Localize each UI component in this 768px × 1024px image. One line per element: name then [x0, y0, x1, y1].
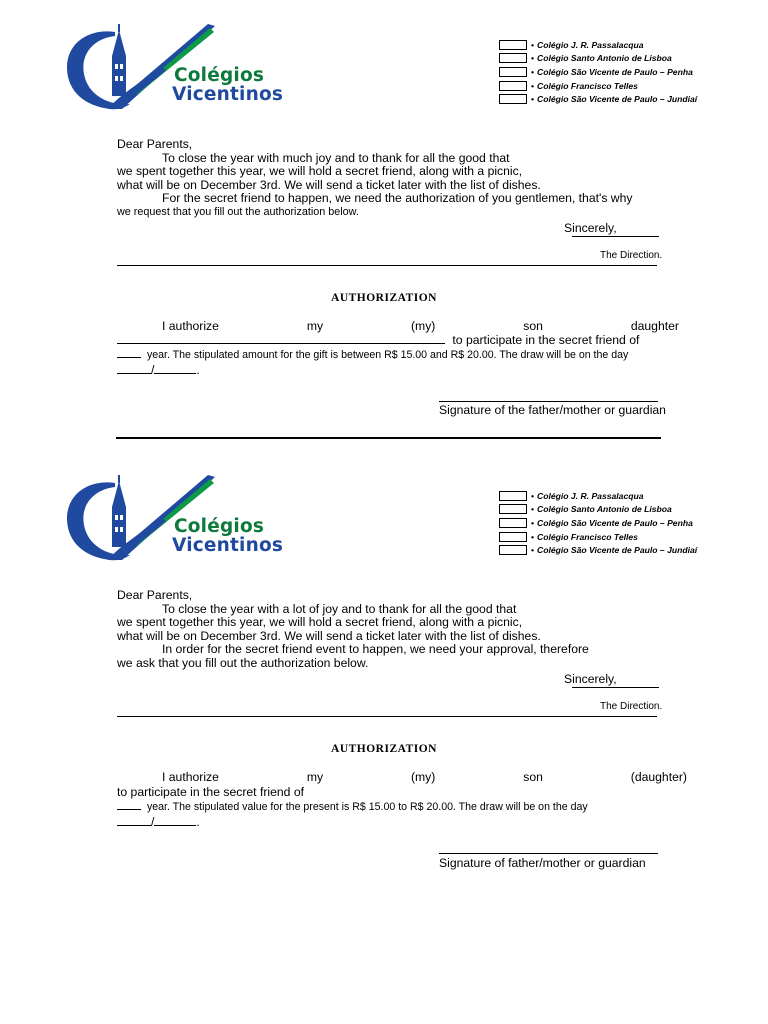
bullet: •: [531, 94, 535, 105]
paragraph-line: In order for the secret friend event to happen, we need your approval, therefore: [162, 642, 589, 657]
authorization-title: AUTHORIZATION: [331, 743, 437, 755]
school-checkbox[interactable]: [499, 81, 527, 91]
auth-word: son: [523, 770, 543, 784]
auth-word: my: [306, 770, 324, 784]
school-option[interactable]: [499, 52, 759, 66]
school-checkbox[interactable]: [499, 53, 527, 63]
direction-signature-line: [572, 236, 659, 237]
letter-body: [117, 138, 662, 220]
auth-word: I authorize: [162, 770, 219, 784]
school-checkbox[interactable]: [499, 545, 527, 555]
school-label: Colégio São Vicente de Paulo – Penha: [537, 517, 693, 528]
year-field[interactable]: [117, 799, 141, 810]
colegios-vicentinos-logo: [60, 14, 295, 118]
bullet: •: [531, 531, 535, 542]
school-option[interactable]: [499, 503, 759, 517]
bullet: •: [531, 517, 535, 528]
cut-line: [117, 265, 657, 266]
year-field[interactable]: [117, 347, 141, 358]
bullet: •: [531, 490, 535, 501]
letter-body: [117, 589, 662, 671]
year-text: year. The stipulated value for the present is R$ 15.00 to R$ 20.00. The draw will be on the day: [146, 801, 588, 813]
school-checkbox[interactable]: [499, 532, 527, 542]
bullet: •: [531, 80, 535, 91]
school-checklist: [499, 489, 759, 557]
date-end: .: [196, 363, 200, 377]
paragraph-line: we spent together this year, we will hold a secret friend, along with a picnic,: [117, 164, 523, 179]
auth-word: my: [306, 319, 324, 333]
direction-label: The Direction.: [600, 701, 663, 712]
auth-word: (my): [410, 319, 436, 333]
school-option[interactable]: [499, 65, 759, 79]
bullet: •: [531, 504, 535, 515]
authorization-words-row: [117, 319, 679, 333]
school-label: Colégio Santo Antonio de Lisboa: [537, 504, 672, 515]
year-text: year. The stipulated amount for the gift is between R$ 15.00 and R$ 20.00. The draw will be on the day: [146, 349, 629, 361]
direction-signature-line: [572, 687, 659, 688]
school-option[interactable]: [499, 92, 759, 106]
school-checkbox[interactable]: [499, 518, 527, 528]
school-checkbox[interactable]: [499, 94, 527, 104]
paragraph-line: we request that you fill out the authorization below.: [117, 205, 359, 218]
bullet: •: [531, 53, 535, 64]
auth-word: I authorize: [162, 319, 219, 333]
bullet: •: [531, 66, 535, 77]
student-name-row: [117, 332, 639, 347]
school-option[interactable]: [499, 489, 759, 503]
paragraph-line: To close the year with much joy and to thank for all the good that: [162, 150, 510, 165]
school-checklist: [499, 38, 759, 106]
auth-word: (daughter): [630, 770, 687, 784]
school-label: Colégio J. R. Passalacqua: [537, 39, 644, 50]
participate-text: to participate in the secret friend of: [117, 785, 304, 799]
bullet: •: [531, 545, 535, 556]
draw-date-row: [117, 362, 200, 377]
paragraph-line: we ask that you fill out the authorization below.: [117, 655, 369, 670]
year-row: [117, 347, 628, 361]
participate-row: [117, 785, 304, 799]
logo-word-colegios: Colégios: [174, 65, 265, 86]
form-section-2: [0, 451, 768, 903]
school-option[interactable]: [499, 516, 759, 530]
colegios-vicentinos-logo: [60, 465, 295, 569]
school-option[interactable]: [499, 543, 759, 557]
school-checkbox[interactable]: [499, 504, 527, 514]
school-label: Colégio Francisco Telles: [537, 80, 638, 91]
school-label: Colégio Santo Antonio de Lisboa: [537, 53, 672, 64]
paragraph-line: For the secret friend to happen, we need the authorization of you gentlemen, that's why: [162, 191, 633, 206]
bullet: •: [531, 39, 535, 50]
school-option[interactable]: [499, 38, 759, 52]
date-end: .: [196, 815, 200, 829]
greeting: Dear Parents,: [117, 137, 193, 151]
guardian-signature-label: Signature of father/mother or guardian: [439, 856, 646, 870]
authorization-words-row: [117, 770, 687, 784]
school-label: Colégio Francisco Telles: [537, 531, 638, 542]
date-separator: /: [151, 815, 155, 829]
draw-month-field[interactable]: [154, 814, 196, 826]
school-label: Colégio J. R. Passalacqua: [537, 490, 644, 501]
school-label: Colégio São Vicente de Paulo – Jundiaí: [537, 94, 698, 105]
school-checkbox[interactable]: [499, 491, 527, 501]
school-checkbox[interactable]: [499, 67, 527, 77]
draw-month-field[interactable]: [154, 362, 196, 374]
greeting: Dear Parents,: [117, 588, 193, 602]
guardian-signature-line[interactable]: [439, 401, 658, 402]
draw-day-field[interactable]: [117, 362, 151, 374]
paragraph-line: what will be on December 3rd. We will send a ticket later with the list of dishes.: [117, 628, 541, 643]
school-option[interactable]: [499, 530, 759, 544]
cut-line: [117, 716, 657, 717]
school-label: Colégio São Vicente de Paulo – Jundiaí: [537, 545, 698, 556]
direction-label: The Direction.: [600, 250, 663, 261]
form-section-1: [0, 0, 768, 452]
draw-day-field[interactable]: [117, 814, 151, 826]
paragraph-line: we spent together this year, we will hold a secret friend, along with a picnic,: [117, 615, 523, 630]
auth-word: (my): [410, 770, 436, 784]
guardian-signature-label: Signature of the father/mother or guardian: [439, 403, 666, 417]
closing-sincerely: Sincerely,: [564, 221, 617, 235]
logo-word-colegios: Colégios: [174, 516, 265, 537]
authorization-title: AUTHORIZATION: [331, 292, 437, 304]
draw-date-row: [117, 814, 200, 829]
logo-word-vicentinos: Vicentinos: [172, 535, 284, 556]
guardian-signature-line[interactable]: [439, 853, 658, 854]
paragraph-line: what will be on December 3rd. We will send a ticket later with the list of dishes.: [117, 177, 541, 192]
section-divider: [116, 437, 661, 439]
student-name-field[interactable]: [117, 332, 445, 344]
school-option[interactable]: [499, 79, 759, 93]
closing-sincerely: Sincerely,: [564, 672, 617, 686]
paragraph-line: To close the year with a lot of joy and to thank for all the good that: [162, 601, 517, 616]
school-label: Colégio São Vicente de Paulo – Penha: [537, 66, 693, 77]
logo-word-vicentinos: Vicentinos: [172, 84, 284, 105]
school-checkbox[interactable]: [499, 40, 527, 50]
participate-text: to participate in the secret friend of: [452, 333, 640, 347]
date-separator: /: [151, 363, 155, 377]
auth-word: son: [523, 319, 543, 333]
year-row: [117, 799, 588, 813]
auth-word: daughter: [630, 319, 679, 333]
